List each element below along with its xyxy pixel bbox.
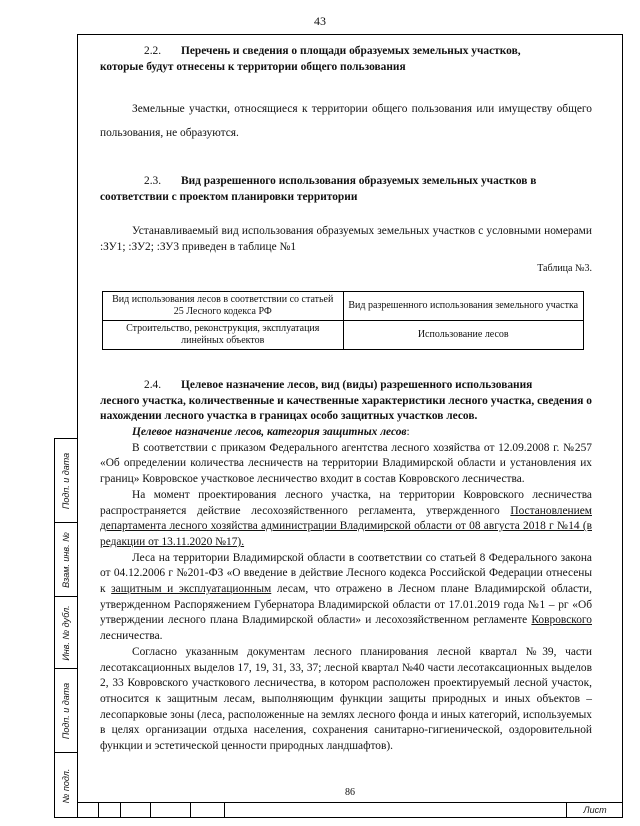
margin-cell-sign-date-2: Подп. и дата: [55, 669, 77, 753]
table-cell: Строительство, реконструкция, эксплуатация линейных объектов: [103, 320, 344, 349]
page-content: [100, 44, 592, 755]
table-header-cell: Вид использования лесов в соответствии со статьей 25 Лесного кодекса РФ: [103, 291, 344, 320]
stamp-cell: [77, 802, 99, 818]
paragraph-forest-law: Леса на территории Владимирской области в соответствии со статьей 8 Федерального закона от 04.12.2006 г №201-ФЗ «О введение в действие Лесного кодекса Российской Федерации отнесены к защитным и эксплуатационным лесам, что отражено в Лесном плане Владимирской области, утвержденном Распоряжением Губернатора Владимирской области от 17.01.2019 года №1 – рг «Об утверждении лесного плана Владимирской области» и лесохозяйственном регламенте Ковровского лесничества.: [100, 551, 592, 643]
stamp-cell: [191, 802, 225, 818]
paragraph-regulation: На момент проектирования лесного участка, на территории Ковровского лесничества распространяется действие лесохозяйственного регламента, утвержденного Постановлением департамента лесного хозяйства администрации Владимирской области от 08 августа 2018 г №14 (в редакции от 13.11.2020 №17).: [100, 488, 592, 548]
table-cell: Использование лесов: [343, 320, 584, 349]
table-header-row: [103, 291, 584, 320]
section-2-2-body: Земельные участки, относящиеся к территории общего пользования или имуществу общего пользования, не образуются.: [100, 103, 592, 140]
section-2-4-heading: 2.4. Целевое назначение лесов, вид (виды) разрешенного использования: [144, 378, 533, 391]
section-2-2-heading: 2.2. Перечень и сведения о площади образуемых земельных участков,: [144, 45, 521, 57]
table-caption: Таблица №3.: [537, 263, 592, 275]
land-use-table: [102, 291, 584, 350]
margin-cell-inv-dup: Инв. № дубл.: [55, 597, 77, 669]
paragraph-order: В соответствии с приказом Федерального агентства лесного хозяйства от 12.09.2008 г. №257 «Об определении количества лесничеств на территории Владимирской области и установления их границ» Ковровское участковое лесничество входит в состав Ковровского лесничества.: [100, 441, 592, 486]
section-2-3-heading: 2.3. Вид разрешенного использования образуемых земельных участков в: [144, 175, 537, 188]
stamp-cell: [121, 802, 151, 818]
table-header-cell: Вид разрешенного использования земельного участка: [343, 291, 584, 320]
section-2-3-heading-cont: соответствии с проектом планировки территории: [100, 191, 358, 204]
margin-cell-orig-no: № подл.: [61, 768, 71, 804]
margin-cell-sign-date-1: Подп. и дата: [55, 439, 77, 523]
table-row: [103, 320, 584, 349]
margin-cell-inv-replace: Взам. инв. №: [55, 523, 77, 597]
margin-stamp: [54, 438, 78, 818]
paragraph-planning-docs: Согласно указанным документам лесного планирования лесной квартал №39, части лесотаксационных выделов 17, 19, 31, 33, 37; лесной квартал №40 части лесотаксационных выделов 2, 33 Ковровского участкового лесничества, в котором расположен проектируемый лесной участок, относится к защитным лесам, выполняющим функции защиты природных и иных объектов – лесопарковые зоны (леса, расположенные на землях лесного фонда и иных категорий, используемых в целях организации отдыха населения, сохранения санитарно-гигиенической, оздоровительной функции и эстетической ценности природных ландшафтов).: [100, 645, 592, 753]
stamp-cell: [99, 802, 121, 818]
subheading-forest-purpose: Целевое назначение лесов, категория защитных лесов:: [132, 426, 410, 439]
page-top-number: 43: [314, 14, 326, 28]
section-2-3-body: Устанавливаемый вид использования образуемых земельных участков с условными номерами :ЗУ1; :ЗУ2; :ЗУ3 приведен в таблице №1: [100, 224, 592, 253]
page-bottom-number: 86: [345, 787, 355, 798]
sheet-label: Лист: [566, 802, 623, 818]
section-2-2-heading-cont: которые будут отнесены к территории общего пользования: [100, 60, 406, 73]
stamp-cell: [151, 802, 191, 818]
section-2-4-heading-cont: лесного участка, количественные и качественные характеристики лесного участка, сведения о нахождении лесного участка в границах особо защитных участков лесов.: [100, 394, 592, 423]
